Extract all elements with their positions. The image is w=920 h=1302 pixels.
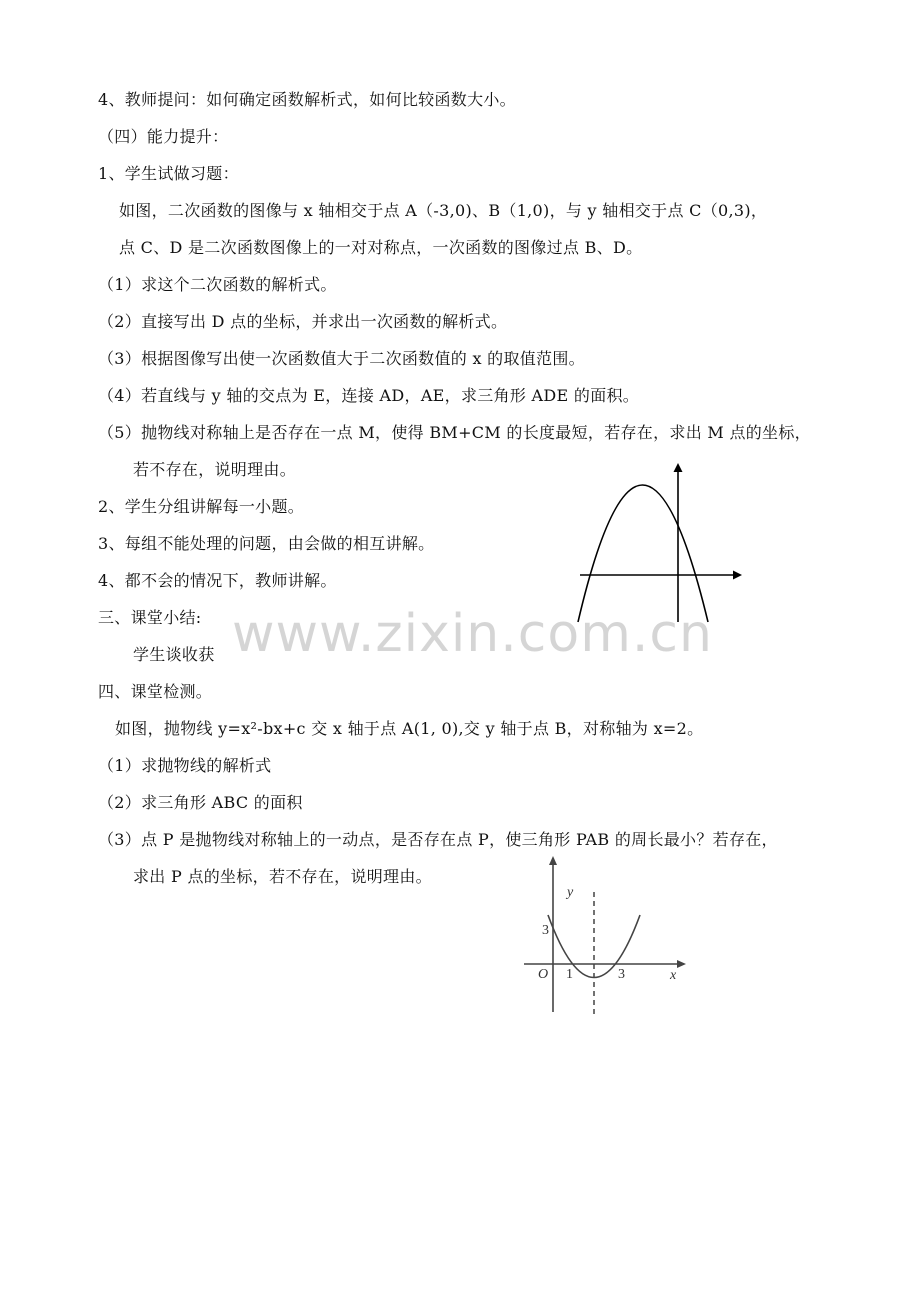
question-5: （5）抛物线对称轴上是否存在一点 M，使得 BM+CM 的长度最短，若存在，求出 M 点的坐标，	[98, 423, 811, 442]
test-problem-statement: 如图，抛物线 y=x²-bx+c 交 x 轴于点 A(1, 0),交 y 轴于点 B，对称轴为 x=2。	[115, 719, 704, 738]
problem-statement-2: 点 C、D 是二次函数图像上的一对对称点，一次函数的图像过点 B、D。	[119, 238, 643, 257]
question-4: （4）若直线与 y 轴的交点为 E，连接 AD，AE，求三角形 ADE 的面积。	[98, 386, 640, 405]
section-heading-test: 四、课堂检测。	[98, 682, 213, 701]
test-question-1: （1）求抛物线的解析式	[98, 756, 272, 775]
x-axis-arrow-icon	[677, 960, 686, 968]
problem-statement-1: 如图，二次函数的图像与 x 轴相交于点 A（-3,0)、B（1,0)，与 y 轴相交于点 C（0,3)，	[119, 201, 768, 220]
text-line-1: 4、教师提问：如何确定函数解析式，如何比较函数大小。	[98, 90, 516, 109]
y-axis-arrow-icon	[549, 856, 557, 865]
section-heading-summary: 三、课堂小结:	[98, 608, 202, 627]
y-axis-arrow-icon	[674, 463, 683, 472]
text-line-16: 学生谈收获	[133, 645, 215, 664]
watermark: www.zixin.com.cn	[232, 604, 713, 664]
text-line-12: 2、学生分组讲解每一小题。	[98, 497, 305, 516]
parabola-graph-2	[520, 852, 700, 1017]
test-question-3: （3）点 P 是抛物线对称轴上的一动点，是否存在点 P，使三角形 PAB 的周长最小？若存在，	[98, 830, 778, 849]
text-line-3: 1、学生试做习题：	[98, 164, 239, 183]
parabola-curve	[578, 485, 708, 622]
text-line-14: 4、都不会的情况下，教师讲解。	[98, 571, 337, 590]
text-line-13: 3、每组不能处理的问题，由会做的相互讲解。	[98, 534, 435, 553]
x-tick-label-1: 1	[566, 967, 573, 982]
x-axis-label: x	[670, 968, 677, 983]
origin-label: O	[538, 967, 549, 982]
x-axis-arrow-icon	[733, 571, 742, 580]
test-question-3-cont: 求出 P 点的坐标，若不存在，说明理由。	[133, 867, 432, 886]
y-tick-label-3: 3	[542, 923, 549, 938]
test-question-2: （2）求三角形 ABC 的面积	[98, 793, 303, 812]
x-tick-label-3: 3	[618, 967, 625, 982]
parabola-graph-1	[572, 460, 752, 630]
y-axis-label: y	[567, 885, 574, 900]
section-heading-ability: （四）能力提升：	[98, 127, 229, 146]
question-3: （3）根据图像写出使一次函数值大于二次函数值的 x 的取值范围。	[98, 349, 585, 368]
question-5-cont: 若不存在，说明理由。	[133, 460, 297, 479]
question-2: （2）直接写出 D 点的坐标，并求出一次函数的解析式。	[98, 312, 508, 331]
question-1: （1）求这个二次函数的解析式。	[98, 275, 337, 294]
